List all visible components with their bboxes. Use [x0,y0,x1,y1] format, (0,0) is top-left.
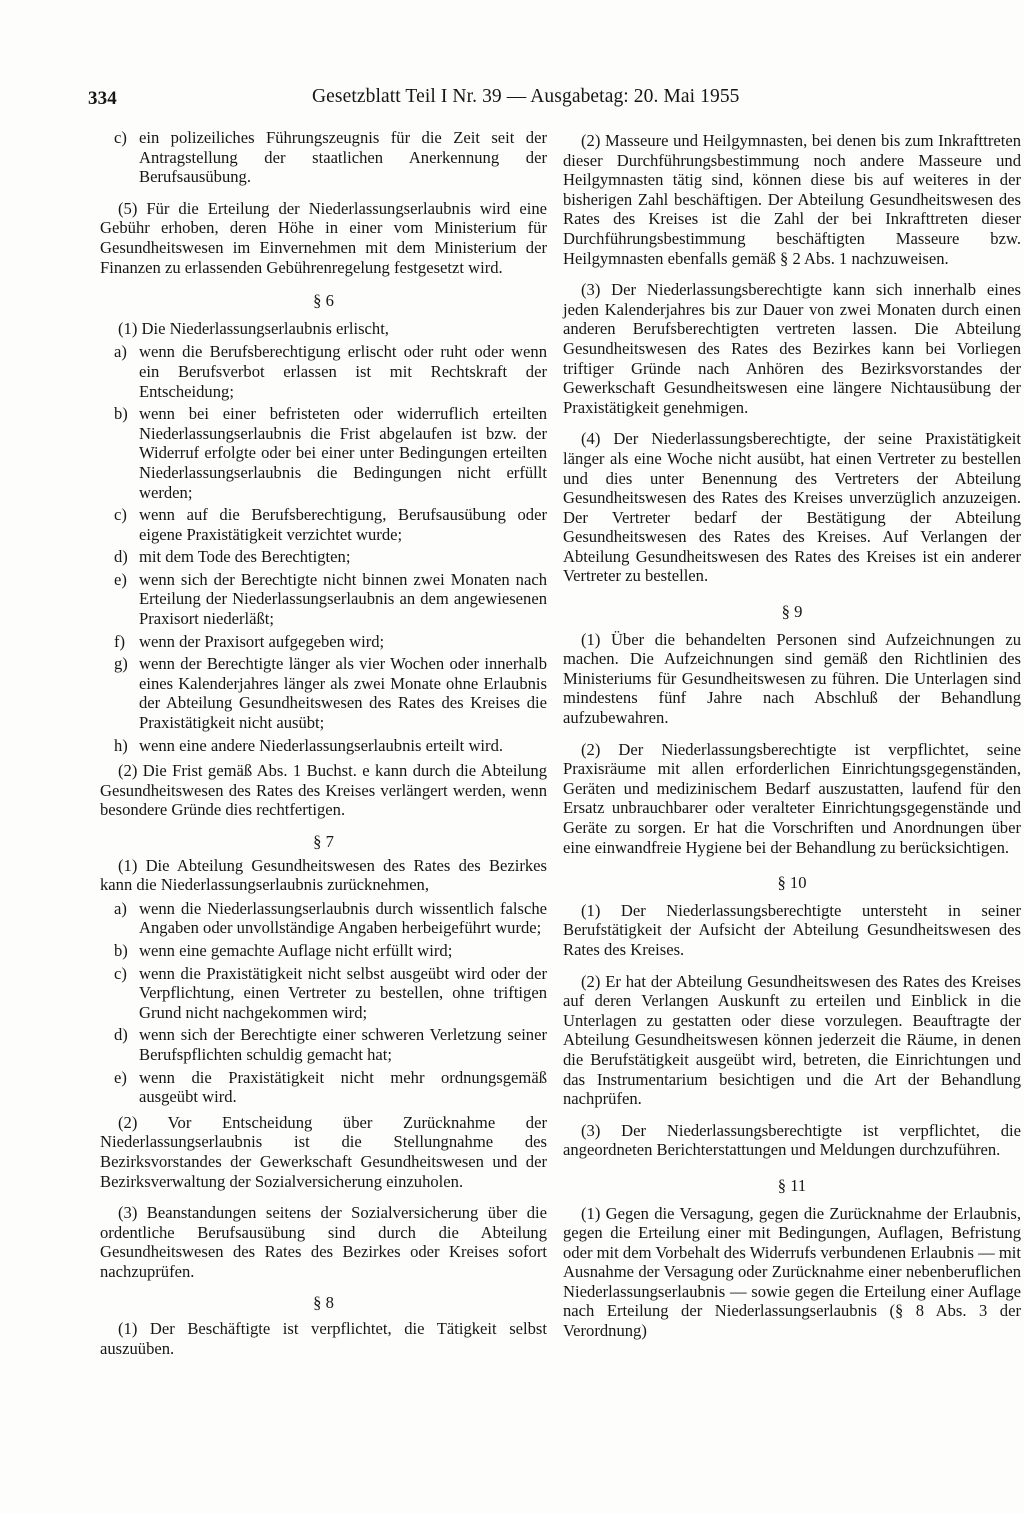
list-item [107,570,547,629]
paragraph: (3) Der Niederlassungsberechtigte kann sich innerhalb eines jeden Kalenderjahres bis zur Dauer von zwei Monaten durch einen anderen Berufsberechtigten vertreten lassen. Die Abteilung Gesundheitswesen des Rates des Bezirkes kann bei Vorliegen triftiger Gründe nach Anhören des Bezirksvorstandes der Gewerkschaft Gesundheitswesen eine längere Nichtausübung der Praxistätigkeit genehmigen. [563,280,1021,417]
item-tag: f) [114,631,126,651]
item-tag: g) [114,654,128,674]
item-text: wenn die Praxistätigkeit nicht mehr ordnungsgemäß ausgeübt wird. [139,1067,547,1107]
item-text: wenn eine andere Niederlassungserlaubnis erteilt wird. [139,735,504,755]
paragraph: (1) Über die behandelten Personen sind Aufzeichnungen zu machen. Die Aufzeichnungen sind gemäß den Richtlinien des Ministeriums für Gesundheitswesen zu führen. Die Unterlagen sind mindestens fünf Jahre nach Abschluß der Behandlung aufzubewahren. [563,629,1021,728]
item-tag: h) [114,735,128,755]
item-text: ein polizeiliches Führungszeugnis für die Zeit seit der Antragstellung der staatlichen Anerkennung der Berufsausübung. [139,128,547,187]
item-text: wenn der Berechtigte länger als vier Wochen oder innerhalb eines Kalenderjahres länger als zwei Monate ohne Erlaubnis der Abteilung Gesundheitswesen des Rates des Kreises die Praxistätigkeit nicht ausübt; [139,654,547,733]
item-text: wenn die Berufsberechtigung erlischt oder ruht oder wenn ein Berufsverbot erlassen ist mit Rechtskraft der Entscheidung; [139,342,547,401]
list-item [107,964,547,1023]
item-tag: b) [114,940,128,960]
item-text: wenn eine gemachte Auflage nicht erfüllt wird; [139,940,453,960]
paragraph: (1) Der Niederlassungsberechtigte untersteht in seiner Berufstätigkeit der Aufsicht der Abteilung Gesundheitswesen des Rates des Kreises. [563,900,1021,959]
list-item [107,899,547,938]
paragraph: (2) Er hat der Abteilung Gesundheitswesen des Rates des Kreises auf deren Verlangen Auskunft zu erteilen und Einblick in die Unterlagen zu gestatten oder diese vorzulegen. Beauftragte der Abteilung Gesundheitswesen können jederzeit die Räume, in denen die Berufstätigkeit ausgeübt wird, betreten, die Einrichtungen und das Instrumentarium besichtigen und die Art der Behandlung nachprüfen. [563,971,1021,1109]
list-item [107,547,547,567]
list-item [107,342,547,401]
item-text: mit dem Tode des Berechtigten; [139,547,351,567]
list-item [107,128,547,187]
paragraph: (3) Der Niederlassungsberechtigte ist verpflichtet, die angeordneten Berichterstattungen und Meldungen durchzuführen. [563,1120,1021,1160]
item-text: wenn der Praxisort aufgegeben wird; [139,631,385,651]
section-heading-6: § 6 [313,291,334,311]
page-number: 334 [88,88,117,109]
page-header [88,86,1024,112]
item-tag: e) [114,569,127,589]
item-text: wenn bei einer befristeten oder widerruflich erteilten Niederlassungserlaubnis die Frist abgelaufen ist bzw. der Widerruf erfolgte oder bei einer unter Bedingungen erteilten Niederlassungserlaubnis die Bedingungen nicht erfüllt werden; [139,404,547,502]
paragraph: (3) Beanstandungen seitens der Sozialversicherung über die ordentliche Berufsausübung sind durch die Abteilung Gesundheitswesen des Rates des Bezirkes oder Kreises sofort nachzuprüfen. [100,1203,547,1281]
item-tag: c) [114,128,127,147]
section-heading-9: § 9 [781,602,803,622]
item-tag: c) [114,963,127,983]
paragraph: (1) Die Niederlassungserlaubnis erlischt, [118,318,389,338]
item-text: wenn die Praxistätigkeit nicht selbst ausgeübt wird oder der Verpflichtung, einen Vertreter zu bestellen, ohne triftigen Grund nicht nachgekommen wird; [139,963,547,1022]
list-item [107,632,547,652]
paragraph: (2) Die Frist gemäß Abs. 1 Buchst. e kann durch die Abteilung Gesundheitswesen des Rates des Kreises verlängert werden, wenn besondere Gründe dies rechtfertigen. [100,761,547,820]
section-heading-7: § 7 [313,832,334,851]
item-tag: d) [114,547,128,567]
item-tag: a) [114,898,127,918]
list-item [107,736,547,756]
paragraph: (4) Der Niederlassungsberechtigte, der seine Praxistätigkeit länger als eine Woche nicht ausübt, hat einen Vertreter zu bestellen und dies unter Benennung des Vertreters der Abteilung Gesundheitswesen des Rates des Kreises unverzüglich anzuzeigen. Der Vertreter bedarf der Bestätigung der Abteilung Gesundheitswesen des Rates des Kreises. Auf Verlangen der Abteilung Gesundheitswesen des Rates des Kreises ist ein anderer Vertreter zu bestellen. [563,429,1021,586]
list-item [107,1025,547,1064]
item-text: wenn auf die Berufsberechtigung, Berufsausübung oder eigene Praxistätigkeit verzichtet wurde; [139,505,547,544]
item-tag: c) [114,505,127,525]
list-item [107,404,547,502]
paragraph: (2) Masseure und Heilgymnasten, bei denen bis zum Inkrafttreten dieser Durchführungsbestimmung noch andere Masseure und Heilgymnasten tätig sind, können diese bis auf weiteres in der bisherigen Zahl beschäftigen. Der Abteilung Gesundheitswesen des Rates des Kreises ist die Zahl der bei Inkrafttreten dieser Durchführungsbestimmung beschäftigten Masseure bzw. Heilgymnasten ebenfalls gemäß § 2 Abs. 1 nachzuweisen. [563,131,1021,268]
section-heading-11: § 11 [777,1175,807,1195]
paragraph: (2) Vor Entscheidung über Zurücknahme der Niederlassungserlaubnis ist die Stellungnahme des Bezirksvorstandes der Gewerkschaft Gesundheitswesen und der Bezirksverwaltung der Sozialversicherung einzuholen. [100,1112,547,1191]
item-text: wenn sich der Berechtigte einer schweren Verletzung seiner Berufspflichten schuldig gemacht hat; [139,1025,547,1064]
item-tag: d) [114,1025,128,1045]
item-text: wenn die Niederlassungserlaubnis durch wissentlich falsche Angaben oder unvollständige Angaben herbeigeführt wurde; [139,898,547,938]
list-item [107,505,547,544]
item-tag: b) [114,404,128,424]
paragraph: (1) Gegen die Versagung, gegen die Zurücknahme der Erlaubnis, gegen die Erteilung einer mit Bedingungen, Auflagen, Befristung oder mit dem Vorbehalt des Widerrufs verbundenen Erlaubnis — mit Ausnahme der Versagung oder Zurücknahme einer nebenberuflichen Niederlassungserlaubnis — sowie gegen die Erteilung einer Auflage nach Erteilung der Niederlassungserlaubnis (§ 8 Abs. 3 der Verordnung) [563,1203,1021,1341]
paragraph: (1) Der Beschäftigte ist verpflichtet, die Tätigkeit selbst auszuüben. [100,1319,547,1358]
item-tag: a) [114,342,127,362]
paragraph: (5) Für die Erteilung der Niederlassungserlaubnis wird eine Gebühr erhoben, deren Höhe in einer vom Ministerium für Gesundheitswesen im Einvernehmen mit dem Ministerium der Finanzen zu erlassenden Gebührenregelung festgesetzt wird. [100,198,547,277]
left-column [100,128,547,1358]
list-item [107,1068,547,1107]
item-text: wenn sich der Berechtigte nicht binnen zwei Monaten nach Erteilung der Niederlassungserlaubnis an dem angewiesenen Praxisort niederläßt; [139,569,547,629]
list-item [107,941,547,961]
item-tag: e) [114,1067,127,1087]
header-title: Gesetzblatt Teil I Nr. 39 — Ausgabetag: 20. Mai 1955 [312,86,740,107]
paragraph: (1) Die Abteilung Gesundheitswesen des Rates des Bezirkes kann die Niederlassungserlaubnis zurücknehmen, [100,855,547,895]
section-heading-10: § 10 [777,873,807,893]
section-heading-8: § 8 [313,1293,334,1313]
paragraph: (2) Der Niederlassungsberechtigte ist verpflichtet, seine Praxisräume mit allen erforderlichen Einrichtungsgegenständen, Geräten und medizinischem Bedarf auszustatten, laufend für den Ersatz unbrauchbarer oder veralteter Einrichtungsgegenstände und Geräte zu sorgen. Er hat die Vorschriften und Anordnungen über eine einwandfreie Hygiene bei der Behandlung zu berücksichtigen. [563,739,1021,857]
list-item [107,654,547,732]
right-column [563,131,1021,1341]
